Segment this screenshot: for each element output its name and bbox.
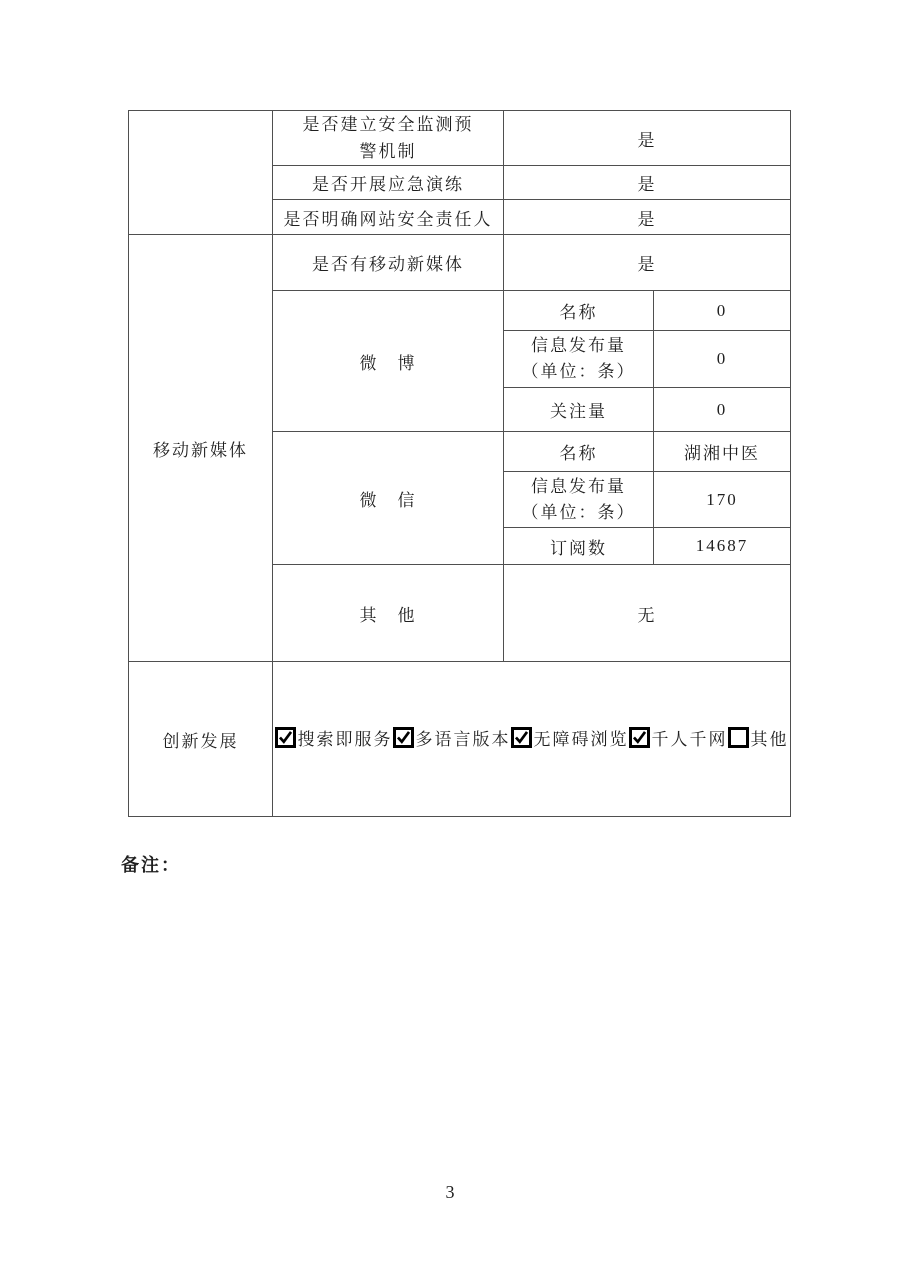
section-label-innovation: 创新发展 <box>129 662 273 817</box>
other-media-label: 其 他 <box>273 565 504 662</box>
weibo-followers-value: 0 <box>654 388 791 432</box>
weibo-followers-label: 关注量 <box>504 388 654 432</box>
option-qianren-qianwang: 千人千网 <box>629 725 728 750</box>
wechat-posts-label: 信息发布量 （单位：条） <box>504 472 654 528</box>
weibo-posts-label: 信息发布量 （单位：条） <box>504 331 654 388</box>
weibo-posts-value: 0 <box>654 331 791 388</box>
other-media-value: 无 <box>504 565 791 662</box>
wechat-label: 微 信 <box>273 432 504 565</box>
has-mobile-media-value: 是 <box>504 235 791 291</box>
checkbox-unchecked-icon <box>728 727 749 748</box>
page-number: 3 <box>445 1182 455 1202</box>
emergency-drill-value: 是 <box>504 166 791 200</box>
weibo-label: 微 博 <box>273 291 504 432</box>
table-row <box>129 235 791 291</box>
wechat-name-value: 湖湘中医 <box>654 432 791 472</box>
security-person-label: 是否明确网站安全责任人 <box>273 200 504 235</box>
option-other: 其他 <box>728 725 789 750</box>
wechat-subscribers-label: 订阅数 <box>504 528 654 565</box>
wechat-posts-value: 170 <box>654 472 791 528</box>
table-row <box>129 662 791 817</box>
checkbox-checked-icon <box>629 727 650 748</box>
checkbox-checked-icon <box>511 727 532 748</box>
security-monitor-label: 是否建立安全监测预警机制 <box>273 111 504 166</box>
option-search-service: 搜索即服务 <box>275 725 393 750</box>
table-row <box>129 111 791 166</box>
emergency-drill-label: 是否开展应急演练 <box>273 166 504 200</box>
checkbox-checked-icon <box>393 727 414 748</box>
section-label-empty <box>129 111 273 235</box>
notes-label: 备注： <box>121 855 181 875</box>
checkbox-checked-icon <box>275 727 296 748</box>
report-table <box>128 110 791 817</box>
wechat-subscribers-value: 14687 <box>654 528 791 565</box>
security-monitor-value: 是 <box>504 111 791 166</box>
option-accessibility: 无障碍浏览 <box>511 725 629 750</box>
section-label-mobile-media: 移动新媒体 <box>129 235 273 662</box>
wechat-name-label: 名称 <box>504 432 654 472</box>
weibo-name-value: 0 <box>654 291 791 331</box>
weibo-name-label: 名称 <box>504 291 654 331</box>
innovation-options <box>273 662 791 817</box>
option-multilingual: 多语言版本 <box>393 725 511 750</box>
security-person-value: 是 <box>504 200 791 235</box>
has-mobile-media-label: 是否有移动新媒体 <box>273 235 504 291</box>
